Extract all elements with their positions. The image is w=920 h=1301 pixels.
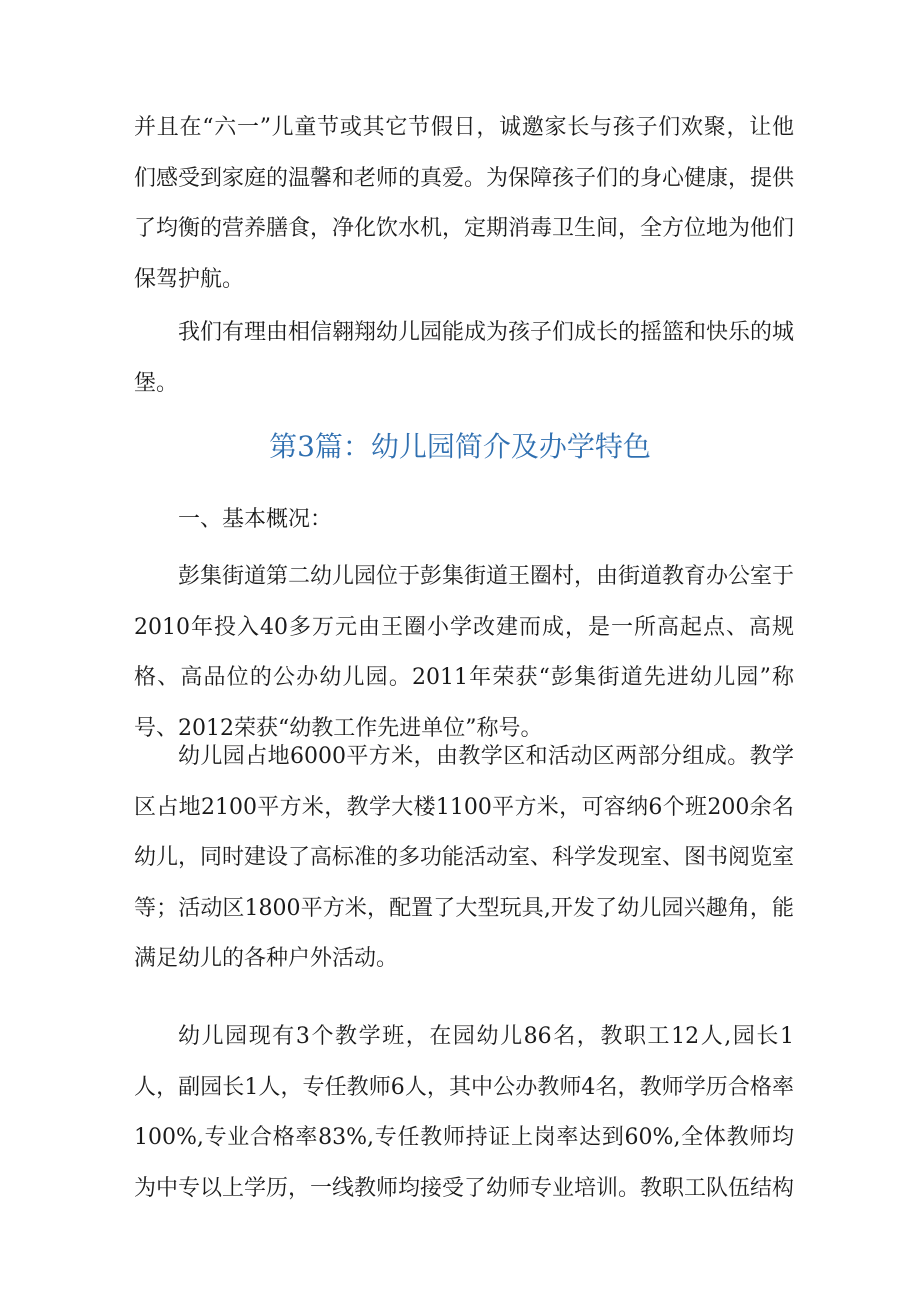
section-title: 第3篇：幼儿园简介及办学特色 xyxy=(269,430,651,463)
paragraph-continuation-2: 我们有理由相信翱翔幼儿园能成为孩子们成长的摇篮和快乐的城堡。 xyxy=(134,320,795,396)
subsection-title: 一、基本概况： xyxy=(178,507,333,532)
paragraph-staff: 幼儿园现有3个教学班，在园幼儿86名，教职工12人,园长1人，副园长1人，专任教师6人，其中公办教师4名，教师学历合格率100%,专业合格率83%,专任教师持证上岗率达到60%,全体教师均为中专以上学历，一线教师均接受了幼师专业培训。教职工队伍结构 xyxy=(134,1024,795,1201)
paragraph-continuation-1: 并且在“六一”儿童节或其它节假日，诚邀家长与孩子们欢聚，让他们感受到家庭的温馨和老师的真爱。为保障孩子们的身心健康，提供了均衡的营养膳食，净化饮水机，定期消毒卫生间，全方位地为他们保驾护航。 xyxy=(134,115,795,292)
paragraph-facilities: 幼儿园占地6000平方米，由教学区和活动区两部分组成。教学区占地2100平方米，教学大楼1100平方米，可容纳6个班200余名幼儿，同时建设了高标准的多功能活动室、科学发现室、图书阅览室等；活动区1800平方米，配置了大型玩具,开发了幼儿园兴趣角，能满足幼儿的各种户外活动。 xyxy=(134,744,795,971)
paragraph-basic-info: 彭集街道第二幼儿园位于彭集街道王圈村，由街道教育办公室于2010年投入40多万元由王圈小学改建而成，是一所高起点、高规格、高品位的公办幼儿园。2011年荣获“彭集街道先进幼儿园”称号、2012荣获“幼教工作先进单位”称号。 xyxy=(134,564,795,741)
